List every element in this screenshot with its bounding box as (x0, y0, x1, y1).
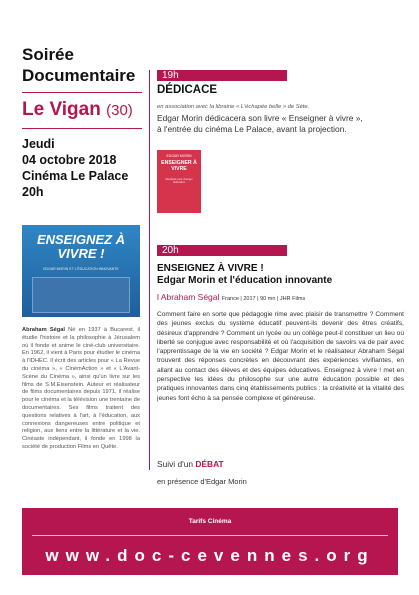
footer-banner (22, 508, 398, 575)
event-title-line1: Soirée (22, 45, 74, 64)
debate-label: DÉBAT (195, 459, 224, 469)
dedicace-line2: à l'entrée du cinéma Le Palace, avant la projection. (157, 124, 347, 134)
footer-divider (32, 535, 388, 536)
poster-photo (32, 277, 130, 313)
city-name: Le Vigan (22, 99, 101, 120)
dedicace-time-tag: 19h (157, 70, 287, 81)
film-director: Abraham Ségal (160, 292, 220, 302)
followed-by (157, 459, 224, 469)
event-when (22, 136, 128, 200)
website-link[interactable]: www.doc-cevennes.org (45, 546, 375, 565)
event-time: 20h (22, 185, 44, 199)
tarifs-label: Tarifs Cinéma (188, 518, 232, 525)
film-synopsis: Comment faire en sorte que pédagogie rime avec plaisir de transmettre ? Comment des jeunes exclus du système éducatif peuvent-ils devenir des êtres créatifs, désireux d'apprendre ? Comment un lycée ou un collège peut-il constituer un lieu où liberté se conjugue avec responsabilité et où l'acquisition de savoirs va de pair avec l'apprentissage de la vie en société ? Edgar Morin et le réalisateur Abraham Ségal trouvent des réponses concrètes en découvrant des expériences vivifiantes, en allant au contact des élèves et des équipes éducatives. Enseignez à vivre ! met en perspective les idées du philosophe sur une autre éducation possible et des pratiques innovantes dans cinq établissements publics : la créativité et la vitalité des jeunes font écho à sa pensée complexe et généreuse. (157, 311, 404, 402)
film-credits (157, 292, 305, 302)
dedicace-title: DÉDICACE (157, 84, 218, 96)
dedicace-text (157, 113, 402, 135)
event-city (22, 99, 133, 121)
book-subtitle: Manifeste pour changer l'éducation (165, 178, 193, 184)
event-title-line2: Documentaire (22, 66, 136, 85)
followed-prefix: Suivi d'un (157, 459, 194, 469)
film-time-tag: 20h (157, 245, 287, 256)
event-title (22, 44, 135, 86)
book-title: ENSEIGNER À VIVRE (161, 160, 197, 172)
film-title-line2: Edgar Morin et l'éducation innovante (157, 275, 333, 286)
film-title (157, 263, 407, 287)
book-author: EDGAR MORIN (166, 154, 192, 158)
dedicace-line1: Edgar Morin dédicacera son livre « Enseigner à vivre », (157, 113, 363, 123)
city-divider (22, 128, 142, 129)
poster-title: ENSEIGNEZ À VIVRE ! (36, 232, 126, 261)
event-date: 04 octobre 2018 (22, 153, 117, 167)
title-divider (22, 92, 142, 93)
poster-subtitle: EDGAR MORIN ET L'ÉDUCATION INNOVANTE (43, 267, 119, 271)
film-poster (22, 225, 140, 317)
film-title-line1: ENSEIGNEZ À VIVRE ! (157, 263, 264, 274)
department-code: (30) (106, 102, 133, 119)
event-day: Jeudi (22, 137, 55, 151)
bio-text: Né en 1937 à Bucarest, il étudie l'histoire et la philosophie à Jérusalem où il fonde et anime le ciné-club universitaire. En 1962, il vient à Paris pour étudier le cinéma à l'IDHEC. Il écrit des articles pour « La Revue du cinéma », « CinémAction » et « L'Avant-Scène du Cinéma », ainsi qu'un livre sur les films de S.M.Eisenstein. Auteur et réalisateur de films documentaires depuis 1971, il réalise pour le cinéma et la télévision une trentaine de documentaires. Ses films traitent des questions relatives à l'art, à l'éducation, aux connexions dangereuses entre politique et religion, aux liens entre la littérature et la vie. Cinéaste indépendant, il fonde en 1998 la société de production Films en Quête. (22, 327, 140, 450)
event-venue: Cinéma Le Palace (22, 169, 129, 183)
credits-separator: l (157, 292, 159, 302)
dedicace-association: en association avec la librairie « L'échapée belle » de Sète. (157, 104, 310, 110)
director-bio (22, 327, 140, 452)
film-meta: France | 2017 | 90 mn | JHR Films (221, 296, 306, 302)
debate-presence: en présence d'Edgar Morin (157, 477, 247, 486)
column-divider (149, 70, 150, 470)
bio-name: Abraham Ségal (22, 327, 65, 333)
book-cover (157, 150, 201, 213)
